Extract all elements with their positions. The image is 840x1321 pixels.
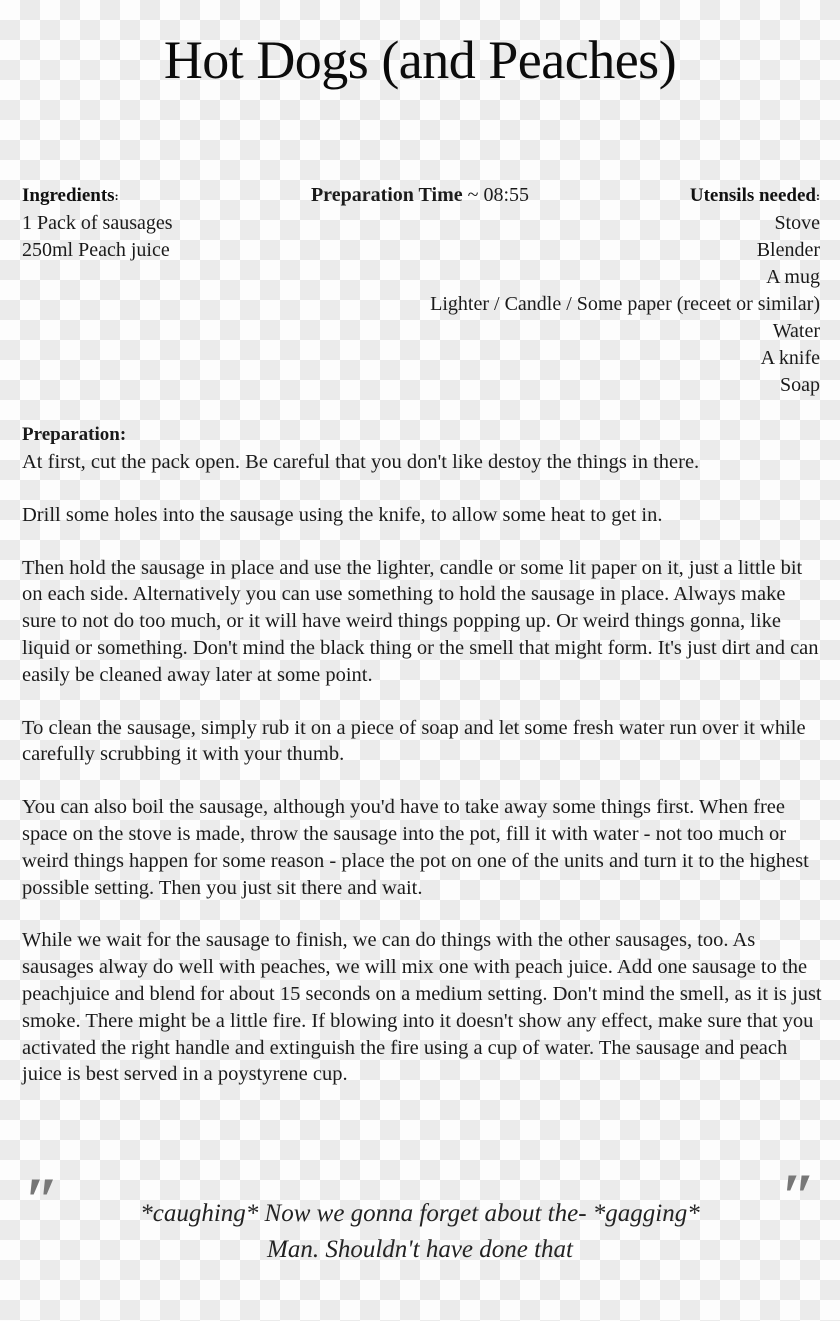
quote-line: Man. Shouldn't have done that bbox=[267, 1236, 573, 1263]
preparation-time-value: ~ 08:55 bbox=[462, 184, 530, 206]
utensil-item: Soap bbox=[780, 374, 820, 396]
utensils-heading bbox=[180, 182, 820, 210]
preparation-paragraph: Then hold the sausage in place and use the lighter, candle or some lit paper on it, just a little bit on each side. Alternatively you can use something to hold the sausage in place. Always make sure to not do too much, or it will have weird things popping up. Or weird things gonna, like liquid or something. Don't mind the black thing or the smell that might form. It's just dirt and can easily be cleaned away later at some point. bbox=[22, 556, 819, 686]
utensil-item: Stove bbox=[774, 212, 820, 234]
utensil-item: A mug bbox=[766, 266, 820, 288]
preparation-section bbox=[22, 422, 822, 1088]
header-band bbox=[0, 182, 840, 397]
ingredients-heading-text: Ingredients bbox=[22, 185, 115, 206]
preparation-paragraph: To clean the sausage, simply rub it on a piece of soap and let some fresh water run over it while carefully scrubbing it with your thumb. bbox=[22, 716, 806, 766]
utensils-heading-text: Utensils needed bbox=[689, 185, 816, 206]
quote-open-mark-icon: ″ bbox=[24, 1164, 58, 1235]
utensils-column bbox=[180, 182, 820, 399]
preparation-heading bbox=[22, 422, 822, 448]
utensil-item: Lighter / Candle / Some paper (receet or similar) bbox=[430, 293, 820, 315]
utensil-item: Blender bbox=[756, 239, 820, 261]
preparation-heading-text: Preparation bbox=[22, 424, 120, 445]
preparation-paragraph: You can also boil the sausage, although you'd have to take away some things first. When free space on the stove is made, throw the sausage into the pot, fill it with water - not too much or weird things happen for some reason - place the pot on one of the units and turn it to the highest possible setting. Then you just sit there and wait. bbox=[22, 796, 809, 899]
ingredient-item: 250ml Peach juice bbox=[22, 239, 170, 261]
preparation-paragraph: Drill some holes into the sausage using the knife, to allow some heat to get in. bbox=[22, 503, 663, 526]
preparation-time-label: Preparation Time bbox=[310, 184, 463, 206]
utensil-item: A knife bbox=[760, 347, 820, 369]
preparation-heading-colon: : bbox=[119, 424, 127, 445]
preparation-paragraph: While we wait for the sausage to finish, we can do things with the other sausages, too. As sausages alway do well with peaches, we will mix one with peach juice. Add one sausage to the peachjuice and blend for about 15 seconds on a medium setting. Don't mind the smell, as it is just smoke. There might be a little fire. If blowing into it doesn't show any effect, make sure that you activated the right handle and extinguish the fire using a cup of water. The sausage and peach juice is best served in a poystyrene cup. bbox=[22, 929, 822, 1086]
quote-block bbox=[0, 1160, 840, 1288]
ingredients-heading-colon: : bbox=[114, 189, 119, 203]
utensil-item: Water bbox=[772, 320, 820, 342]
quote-text bbox=[110, 1196, 730, 1268]
ingredient-item: 1 Pack of sausages bbox=[22, 212, 173, 234]
quote-close-mark-icon: ″ bbox=[780, 1160, 814, 1231]
page-title: Hot Dogs (and Peaches) bbox=[163, 30, 677, 90]
utensils-heading-colon: : bbox=[816, 189, 820, 203]
quote-line: *caughing* Now we gonna forget about the- *gagging* bbox=[140, 1200, 700, 1227]
preparation-paragraph: At first, cut the pack open. Be careful that you don't like destoy the things in there. bbox=[22, 451, 700, 473]
